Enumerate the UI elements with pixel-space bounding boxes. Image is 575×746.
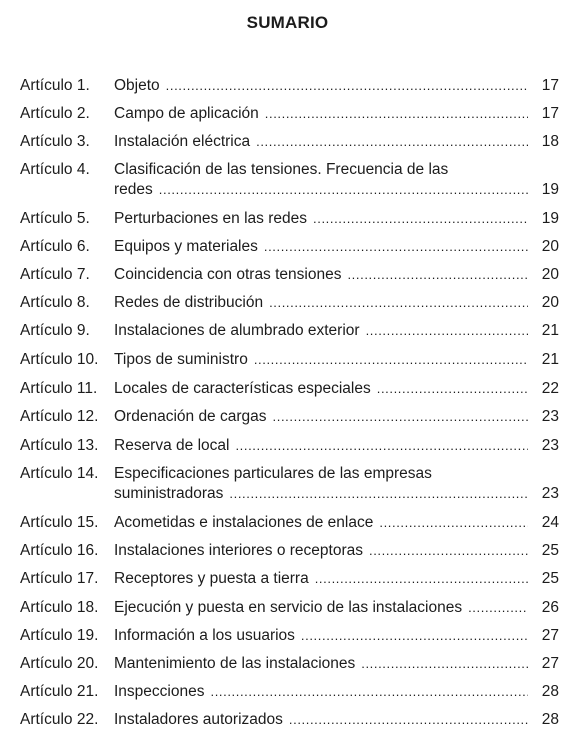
article-title: Especificaciones particulares de las empresas [114, 465, 432, 482]
page-number: 21 [541, 351, 559, 368]
article-line [114, 653, 528, 675]
toc-entry [0, 264, 575, 286]
page-number: 18 [541, 133, 559, 150]
article-title: Reserva de local [114, 437, 230, 454]
article-title: Equipos y materiales [114, 238, 258, 255]
article-title: Instalaciones de alumbrado exterior [114, 322, 360, 339]
article-title: Instalaciones interiores o receptoras [114, 542, 363, 559]
toc-entry [0, 597, 575, 619]
dot-leader [468, 597, 528, 619]
article-number: Artículo 16. [20, 542, 99, 559]
article-line [114, 236, 528, 258]
article-title: Mantenimiento de las instalaciones [114, 655, 356, 672]
article-title: Acometidas e instalaciones de enlace [114, 514, 374, 531]
dot-leader [315, 568, 528, 590]
page-number: 20 [541, 238, 559, 255]
page-number: 22 [541, 380, 559, 397]
toc-entry [0, 378, 575, 400]
toc-entry [0, 681, 575, 703]
article-line [114, 75, 528, 97]
page-number: 27 [541, 627, 559, 644]
toc-entry [0, 159, 575, 203]
dot-leader [265, 103, 528, 125]
toc-entry [0, 208, 575, 230]
article-title: Ordenación de cargas [114, 408, 267, 425]
dot-leader [379, 512, 528, 534]
toc-entry [0, 236, 575, 258]
article-number: Artículo 17. [20, 570, 99, 587]
article-number: Artículo 11. [20, 380, 98, 397]
article-number: Artículo 14. [20, 465, 99, 482]
article-line [114, 103, 528, 125]
dot-leader [369, 540, 528, 562]
article-line [114, 597, 528, 619]
dot-leader [301, 625, 528, 647]
dot-leader [269, 292, 528, 314]
article-line [114, 568, 528, 590]
article-line [114, 349, 528, 371]
toc-entry [0, 463, 575, 507]
toc-entry [0, 349, 575, 371]
page-number: 23 [541, 408, 559, 425]
article-title: Coincidencia con otras tensiones [114, 266, 342, 283]
article-title-line-2: suministradoras [114, 485, 224, 502]
toc-entry [0, 512, 575, 534]
toc-entry [0, 709, 575, 731]
article-line [114, 292, 528, 314]
page-number: 20 [541, 294, 559, 311]
toc-entry [0, 540, 575, 562]
article-title: Ejecución y puesta en servicio de las instalaciones [114, 599, 463, 616]
page-number: 25 [541, 570, 559, 587]
article-number: Artículo 3. [20, 133, 90, 150]
dot-leader [377, 378, 528, 400]
dot-leader [289, 709, 528, 731]
article-number: Artículo 10. [20, 351, 99, 368]
article-line [114, 264, 528, 286]
article-line [114, 378, 528, 400]
article-number: Artículo 12. [20, 408, 99, 425]
page-number: 17 [541, 105, 559, 122]
toc-entry [0, 75, 575, 97]
article-line [114, 406, 528, 428]
toc-entry [0, 406, 575, 428]
dot-leader [361, 653, 528, 675]
article-title: Objeto [114, 77, 160, 94]
article-title: Receptores y puesta a tierra [114, 570, 309, 587]
article-number: Artículo 13. [20, 437, 99, 454]
toc-entry [0, 435, 575, 457]
article-title-line-2: redes [114, 181, 153, 198]
article-title-continuation [114, 483, 528, 505]
article-line [114, 320, 528, 342]
article-title: Campo de aplicación [114, 105, 259, 122]
article-title: Clasificación de las tensiones. Frecuencia de las [114, 161, 449, 178]
dot-leader [210, 681, 528, 703]
article-title-continuation [114, 179, 528, 201]
article-line [114, 131, 528, 153]
page-number: 17 [541, 77, 559, 94]
article-number: Artículo 18. [20, 599, 99, 616]
page-number: 25 [541, 542, 559, 559]
article-line [114, 540, 528, 562]
article-number: Artículo 20. [20, 655, 99, 672]
article-title: Locales de características especiales [114, 380, 371, 397]
dot-leader [229, 483, 528, 505]
page-title: SUMARIO [246, 13, 329, 32]
dot-leader [235, 435, 528, 457]
article-number: Artículo 22. [20, 711, 99, 728]
article-line [114, 435, 528, 457]
page-number: 20 [541, 266, 559, 283]
page-number: 19 [541, 181, 559, 198]
toc-entry [0, 292, 575, 314]
article-title: Instaladores autorizados [114, 711, 283, 728]
toc-entry [0, 568, 575, 590]
article-line [114, 709, 528, 731]
article-title: Redes de distribución [114, 294, 264, 311]
article-number: Artículo 21. [20, 683, 99, 700]
page-number: 24 [541, 514, 559, 531]
page-number: 23 [541, 437, 559, 454]
article-number: Artículo 1. [20, 77, 90, 94]
article-number: Artículo 19. [20, 627, 99, 644]
article-line [114, 681, 528, 703]
page-number: 26 [541, 599, 559, 616]
page-number: 23 [541, 485, 559, 502]
page-number: 28 [541, 683, 559, 700]
article-number: Artículo 6. [20, 238, 90, 255]
dot-leader [313, 208, 528, 230]
article-number: Artículo 9. [20, 322, 90, 339]
toc-entry [0, 103, 575, 125]
article-title: Información a los usuarios [114, 627, 295, 644]
dot-leader [347, 264, 528, 286]
dot-leader [159, 179, 528, 201]
article-number: Artículo 4. [20, 161, 90, 178]
article-number: Artículo 15. [20, 514, 99, 531]
article-line [114, 208, 528, 230]
article-number: Artículo 2. [20, 105, 90, 122]
article-line [114, 512, 528, 534]
dot-leader [166, 75, 528, 97]
dot-leader [273, 406, 528, 428]
toc-entry [0, 131, 575, 153]
page-number: 28 [541, 711, 559, 728]
article-title: Inspecciones [114, 683, 205, 700]
article-number: Artículo 7. [20, 266, 90, 283]
dot-leader [366, 320, 528, 342]
dot-leader [264, 236, 528, 258]
page-number: 27 [541, 655, 559, 672]
article-title: Perturbaciones en las redes [114, 210, 308, 227]
page-number: 19 [541, 210, 559, 227]
page-number: 21 [541, 322, 559, 339]
article-title: Instalación eléctrica [114, 133, 251, 150]
dot-leader [254, 349, 528, 371]
toc-entry [0, 625, 575, 647]
dot-leader [256, 131, 528, 153]
toc-entry [0, 653, 575, 675]
article-line [114, 625, 528, 647]
article-number: Artículo 5. [20, 210, 90, 227]
toc-entry [0, 320, 575, 342]
article-title: Tipos de suministro [114, 351, 248, 368]
article-number: Artículo 8. [20, 294, 90, 311]
